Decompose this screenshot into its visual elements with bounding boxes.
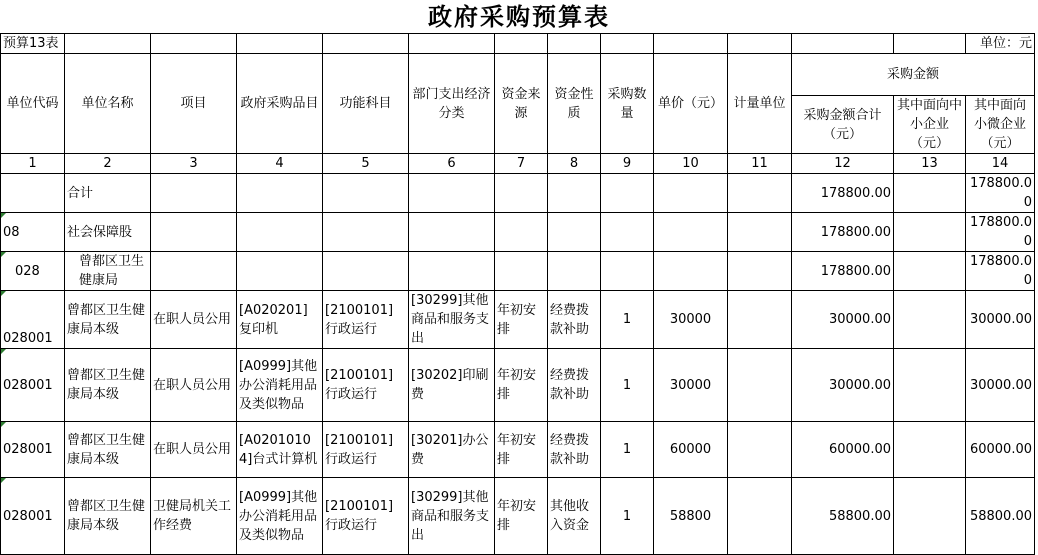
unit-code-cell: 028: [1, 252, 65, 291]
func-subject-cell: [2100101]行政运行: [323, 422, 409, 478]
table-number: 预算13表: [1, 34, 65, 54]
budget-table: [0, 33, 1035, 555]
measure-unit-cell: [728, 291, 792, 349]
qty-cell: 1: [601, 291, 654, 349]
fund-source-cell: 年初安排: [495, 422, 548, 478]
header-row-1: [1, 54, 1035, 96]
amount-total-cell: 178800.00: [792, 252, 894, 291]
unit-name-cell: 曾都区卫生健康局本级: [65, 291, 151, 349]
header-fund-nature: 资金性质: [548, 54, 601, 154]
summary-row-unit: [1, 252, 1035, 291]
table-row: [1, 349, 1035, 422]
unit-code-cell: 028001: [1, 422, 65, 478]
header-amount-total: 采购金额合计（元）: [792, 96, 894, 154]
amount-total-cell: 60000.00: [792, 422, 894, 478]
func-subject-cell: [2100101]行政运行: [323, 478, 409, 555]
amount-micro-cell: 178800.00: [966, 174, 1035, 213]
amount-micro-cell: 178800.00: [966, 213, 1035, 252]
header-price: 单价（元）: [654, 54, 728, 154]
econ-class-cell: [30299]其他商品和服务支出: [409, 478, 495, 555]
unit-name-cell: 曾都区卫生健康局本级: [65, 422, 151, 478]
col-number: 6: [409, 154, 495, 174]
summary-row-total: [1, 174, 1035, 213]
unit-name-cell: 曾都区卫生健康局本级: [65, 478, 151, 555]
col-number: 13: [894, 154, 966, 174]
table-row: [1, 422, 1035, 478]
header-catalog: 政府采购品目: [237, 54, 323, 154]
econ-class-cell: [30202]印刷费: [409, 349, 495, 422]
amount-total-cell: 30000.00: [792, 291, 894, 349]
unit-name-cell: 社会保障股: [65, 213, 151, 252]
col-number: 5: [323, 154, 409, 174]
measure-unit-cell: [728, 422, 792, 478]
header-project: 项目: [151, 54, 237, 154]
catalog-cell: [A0999]其他办公消耗用品及类似物品: [237, 478, 323, 555]
fund-source-cell: 年初安排: [495, 478, 548, 555]
fund-nature-cell: 经费拨款补助: [548, 349, 601, 422]
unit-name-cell: 曾都区卫生健康局: [65, 252, 151, 291]
column-number-row: [1, 154, 1035, 174]
price-cell: 30000: [654, 291, 728, 349]
fund-nature-cell: 经费拨款补助: [548, 291, 601, 349]
header-unit-code: 单位代码: [1, 54, 65, 154]
project-cell: 在职人员公用: [151, 349, 237, 422]
fund-nature-cell: 经费拨款补助: [548, 422, 601, 478]
price-cell: 60000: [654, 422, 728, 478]
amount-micro-cell: 58800.00: [966, 478, 1035, 555]
project-cell: 卫健局机关工作经费: [151, 478, 237, 555]
amount-sme-cell: [894, 349, 966, 422]
amount-total-cell: 178800.00: [792, 213, 894, 252]
amount-micro-cell: 60000.00: [966, 422, 1035, 478]
qty-cell: 1: [601, 422, 654, 478]
col-number: 10: [654, 154, 728, 174]
col-number: 8: [548, 154, 601, 174]
header-qty: 采购数量: [601, 54, 654, 154]
header-func-subject: 功能科目: [323, 54, 409, 154]
col-number: 12: [792, 154, 894, 174]
col-number: 1: [1, 154, 65, 174]
project-cell: 在职人员公用: [151, 422, 237, 478]
col-number: 7: [495, 154, 548, 174]
unit-name-cell: 合计: [65, 174, 151, 213]
col-number: 2: [65, 154, 151, 174]
amount-micro-cell: 30000.00: [966, 349, 1035, 422]
table-row: [1, 291, 1035, 349]
qty-cell: 1: [601, 349, 654, 422]
col-number: 4: [237, 154, 323, 174]
meta-row: [1, 34, 1035, 54]
func-subject-cell: [2100101]行政运行: [323, 349, 409, 422]
table-row: [1, 478, 1035, 555]
col-number: 3: [151, 154, 237, 174]
amount-total-cell: 58800.00: [792, 478, 894, 555]
amount-total-cell: 30000.00: [792, 349, 894, 422]
unit-name-cell: 曾都区卫生健康局本级: [65, 349, 151, 422]
func-subject-cell: [2100101]行政运行: [323, 291, 409, 349]
amount-total-cell: 178800.00: [792, 174, 894, 213]
unit-code-cell: 028001: [1, 291, 65, 349]
measure-unit-cell: [728, 349, 792, 422]
header-dept-expense: 部门支出经济分类: [409, 54, 495, 154]
amount-sme-cell: [894, 422, 966, 478]
fund-source-cell: 年初安排: [495, 349, 548, 422]
unit-code-cell: 028001: [1, 349, 65, 422]
catalog-cell: [A02010104]台式计算机: [237, 422, 323, 478]
unit-code-cell: [1, 174, 65, 213]
header-amount-micro: 其中面向小微企业（元）: [966, 96, 1035, 154]
header-amount-sme: 其中面向中小企业（元）: [894, 96, 966, 154]
header-fund-source: 资金来源: [495, 54, 548, 154]
col-number: 9: [601, 154, 654, 174]
col-number: 11: [728, 154, 792, 174]
page-title: 政府采购预算表: [428, 3, 610, 31]
header-amount-group: 采购金额: [792, 54, 1035, 96]
catalog-cell: [A020201]复印机: [237, 291, 323, 349]
econ-class-cell: [30201]办公费: [409, 422, 495, 478]
unit-label: 单位：元: [966, 34, 1035, 54]
amount-sme-cell: [894, 291, 966, 349]
catalog-cell: [A0999]其他办公消耗用品及类似物品: [237, 349, 323, 422]
col-number: 14: [966, 154, 1035, 174]
econ-class-cell: [30299]其他商品和服务支出: [409, 291, 495, 349]
header-measure-unit: 计量单位: [728, 54, 792, 154]
unit-code-cell: 08: [1, 213, 65, 252]
amount-sme-cell: [894, 478, 966, 555]
qty-cell: 1: [601, 478, 654, 555]
unit-code-cell: 028001: [1, 478, 65, 555]
project-cell: 在职人员公用: [151, 291, 237, 349]
summary-row-dept: [1, 213, 1035, 252]
fund-source-cell: 年初安排: [495, 291, 548, 349]
price-cell: 58800: [654, 478, 728, 555]
fund-nature-cell: 其他收入资金: [548, 478, 601, 555]
measure-unit-cell: [728, 478, 792, 555]
header-unit-name: 单位名称: [65, 54, 151, 154]
amount-micro-cell: 30000.00: [966, 291, 1035, 349]
price-cell: 30000: [654, 349, 728, 422]
amount-micro-cell: 178800.00: [966, 252, 1035, 291]
